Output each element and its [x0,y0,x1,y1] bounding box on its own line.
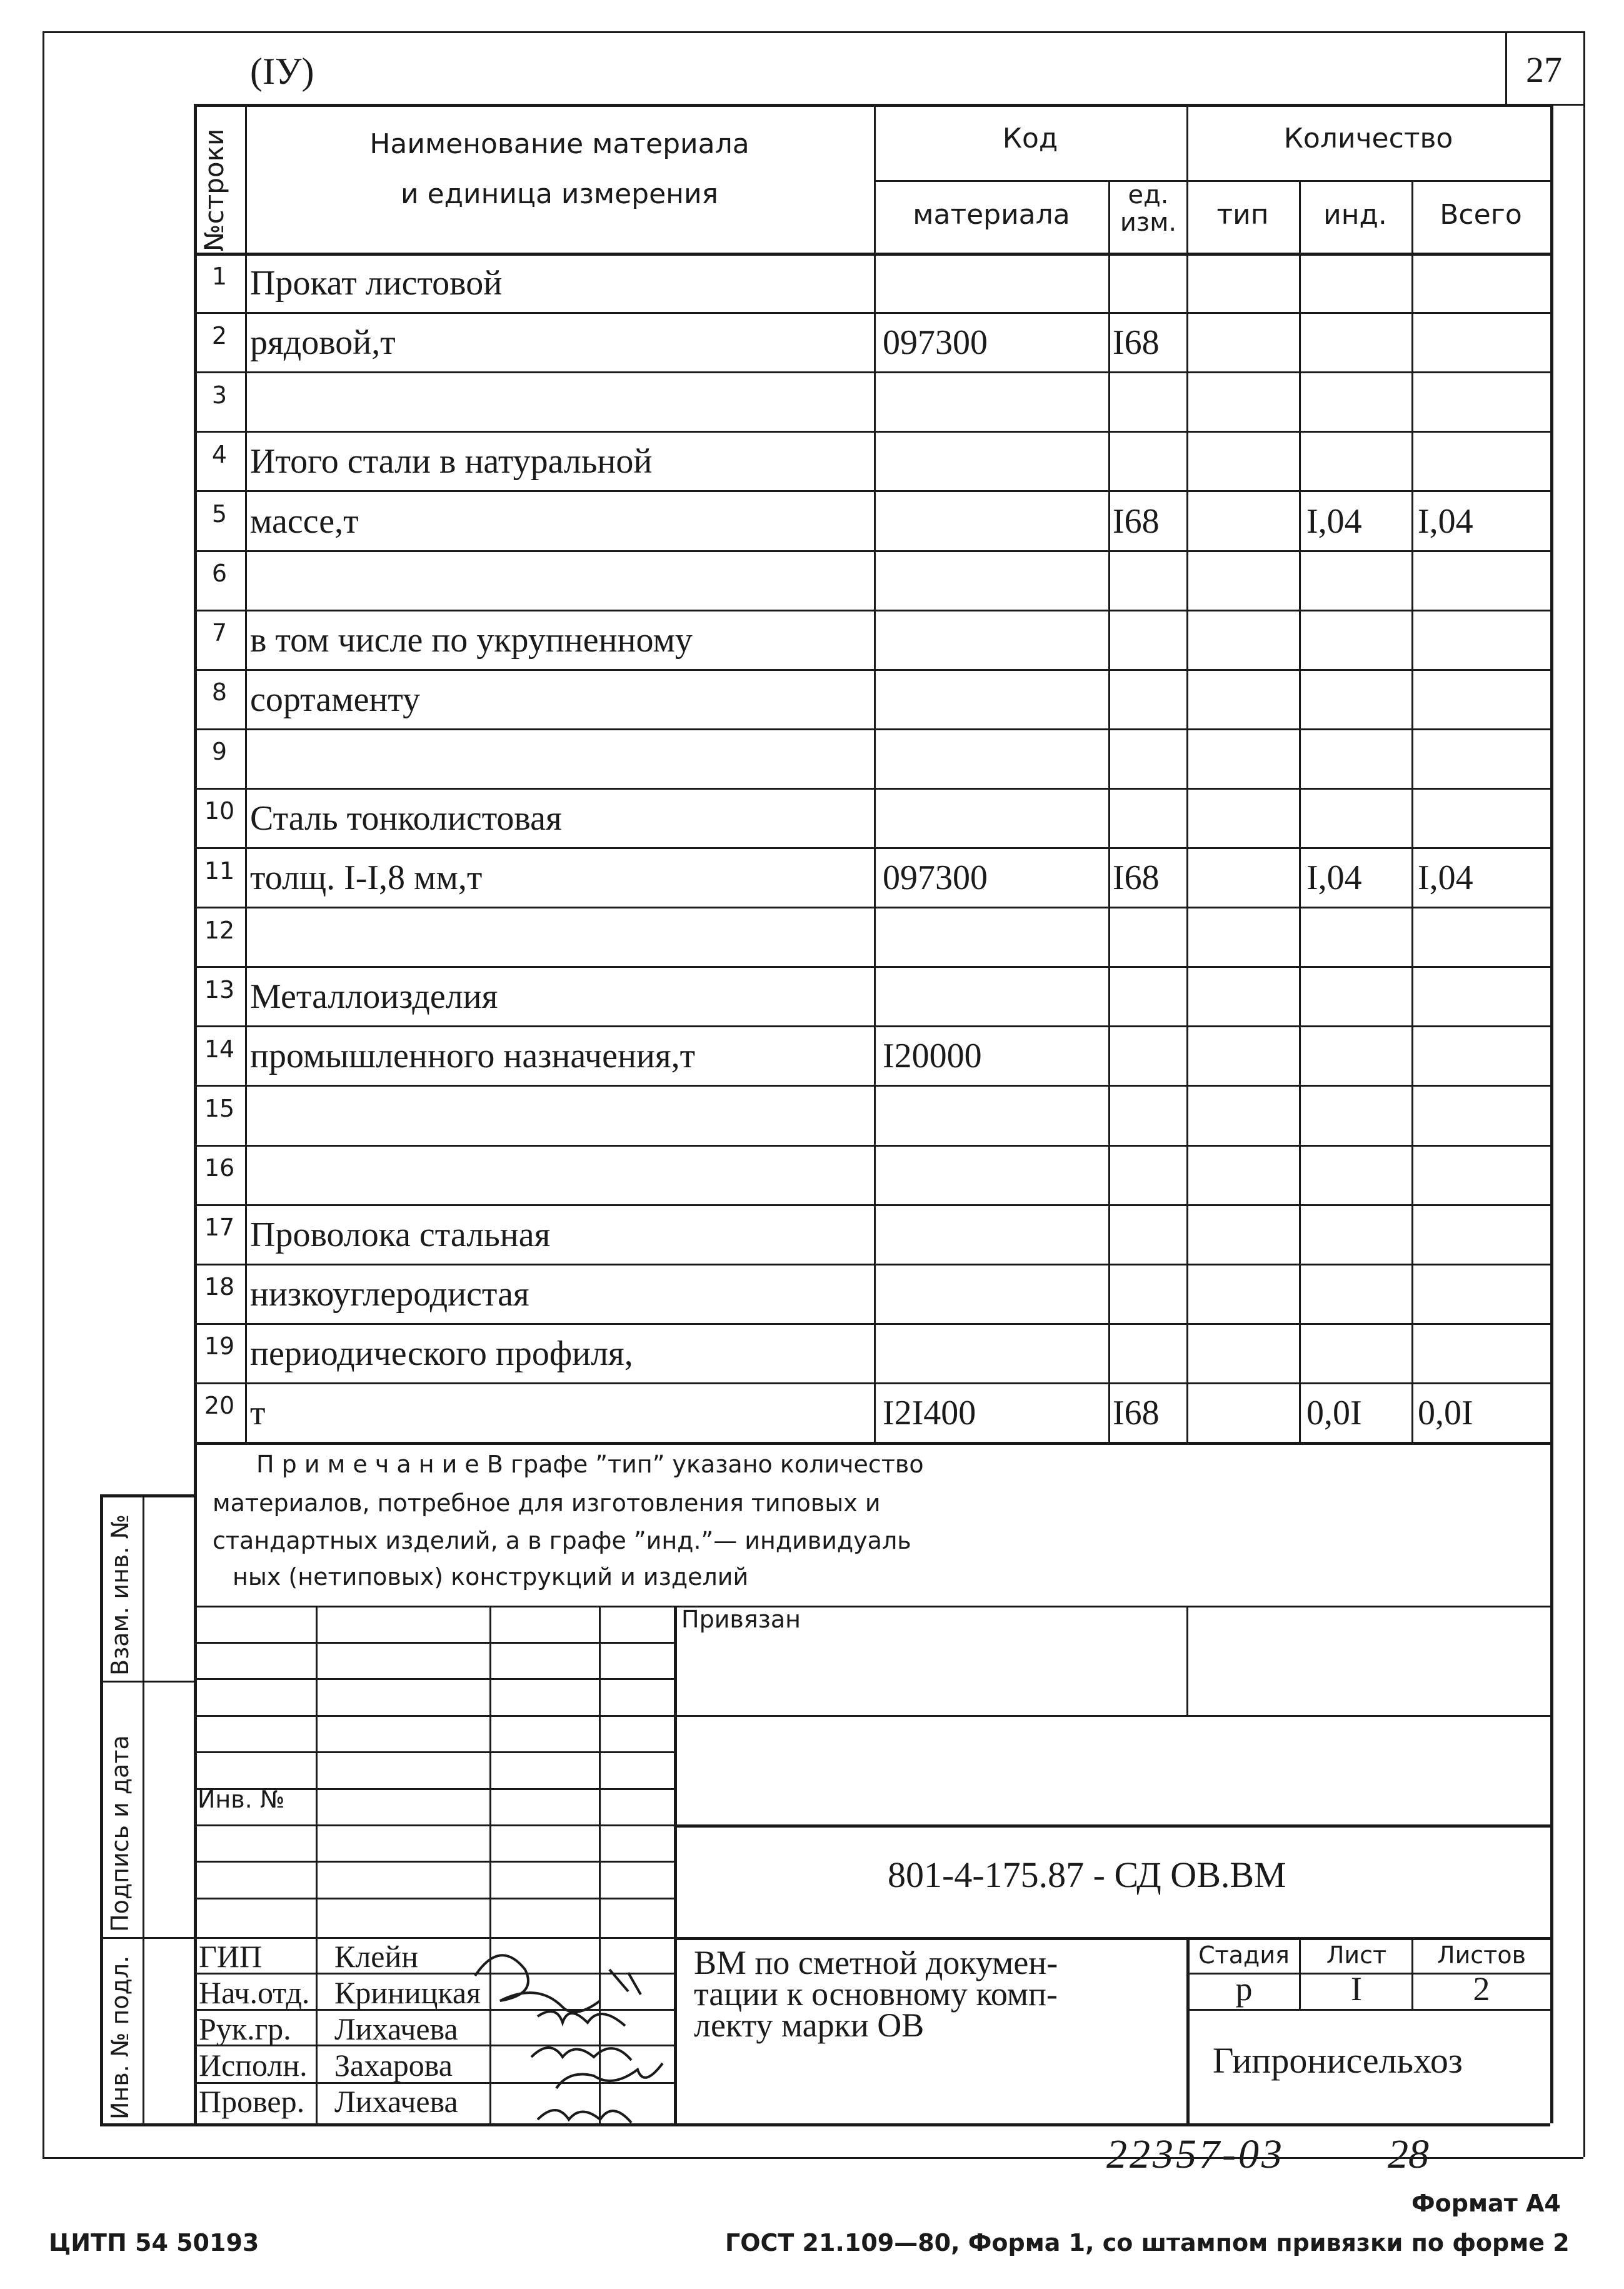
row-number: 2 [211,321,228,350]
signer-name: Захарова [334,2048,453,2083]
row-number: 20 [204,1392,235,1420]
row-cell-unit: I68 [1113,323,1160,363]
row-cell-ind: I,04 [1306,501,1362,541]
header-code-unit: ед. изм. [1120,181,1177,237]
stage-value: р [1235,1970,1253,2008]
signer-role: Нач.отд. [199,1975,310,2010]
row-cell-name: массе,т [250,501,359,541]
side-label-podpis: Подпись и дата [106,1735,134,1932]
stage-label: Стадия [1198,1941,1290,1969]
doc-code: 801-4-175.87 - СД ОВ.ВМ [888,1854,1286,1895]
row-cell-name: Проволока стальная [250,1215,551,1254]
row-cell-total: I,04 [1418,858,1473,898]
row-number: 18 [204,1273,235,1301]
row-number: 15 [204,1094,235,1122]
row-number: 19 [204,1332,235,1361]
side-label-inv-podl: Инв. № подл. [106,1955,134,2120]
sheets-value: 2 [1473,1970,1490,2008]
note-line2: материалов, потребное для изготовления типовых и [213,1489,881,1517]
signer-name: Клейн [334,1939,419,1974]
header-code: Код [1002,123,1058,154]
row-cell-total: 0,0I [1418,1394,1473,1432]
row-number: 5 [211,500,228,528]
row-cell-total: I,04 [1418,501,1473,541]
inv-no-label: Инв. № [198,1786,285,1813]
row-number: 16 [204,1154,235,1182]
header-row-no: №строки [199,128,229,251]
row-number: 11 [204,857,235,885]
side-label-vzam: Взам. инв. № [106,1514,134,1676]
row-cell-name: в том числе по укрупненному [250,620,693,660]
format-label: Формат А4 [1411,2190,1561,2217]
footer-right: ГОСТ 21.109—80, Форма 1, со штампом привязки по форме 2 [725,2229,1570,2256]
row-number: 9 [211,738,228,766]
header-qty-typ: тип [1216,199,1269,231]
row-cell-unit: I68 [1113,501,1160,541]
row-cell-ind: 0,0I [1306,1394,1362,1432]
archive-number: 22357-03 [1106,2131,1285,2177]
archive-page: 28 [1388,2131,1429,2177]
sheets-label: Листов [1437,1941,1526,1969]
header-qty-ind: инд. [1323,199,1387,231]
footer-left: ЦИТП 54 50193 [49,2229,259,2256]
row-number: 12 [204,916,235,944]
row-cell-ind: I,04 [1306,858,1362,898]
header-name-line2: и единица измерения [400,178,719,210]
row-cell-name: периодического профиля, [250,1334,633,1373]
sheet-value: I [1351,1970,1362,2008]
row-cell-name: сортаменту [250,680,421,719]
row-cell-name: промышленного назначения,т [250,1037,696,1076]
row-number: 8 [211,678,228,707]
header-qty: Количество [1283,123,1453,154]
row-cell-name: Прокат листовой [250,264,503,303]
row-number: 10 [204,797,235,825]
sheet-label-stamp: Лист [1326,1941,1387,1969]
row-number: 1 [211,262,228,290]
signer-role: Рук.гр. [199,2011,291,2046]
signer-name: Лихачева [334,2011,458,2046]
row-cell-name: низкоуглеродистая [250,1274,529,1314]
row-cell-code: I2I400 [883,1394,976,1432]
note-line1: П р и м е ч а н и е В графе ”тип” указано количество [256,1451,924,1478]
row-cell-unit: I68 [1113,1394,1160,1432]
note-line4: ных (нетиповых) конструкций и изделий [233,1563,749,1591]
signer-role: Исполн. [199,2048,308,2083]
row-number: 3 [211,381,228,409]
page-number: 27 [1526,49,1562,90]
row-number: 13 [204,975,235,1004]
signer-role: ГИП [199,1939,263,1974]
row-cell-name: рядовой,т [250,323,396,363]
header-code-material: материала [913,199,1070,231]
row-number: 7 [211,619,228,647]
org-name: Гипронисельхоз [1213,2040,1463,2081]
header-name-line1: Наименование материала [369,128,749,160]
row-number: 14 [204,1035,235,1063]
signer-name: Лихачева [334,2084,458,2119]
row-number: 17 [204,1214,235,1242]
row-cell-code: I20000 [883,1037,982,1076]
signer-name: Криницкая [334,1975,481,2010]
row-cell-name: т [250,1394,266,1432]
row-number: 6 [211,560,228,588]
note-line3: стандартных изделий, а в графе ”инд.”— индивидуаль [213,1527,911,1554]
sheet-label: (IУ) [250,51,314,92]
header-qty-total: Всего [1440,199,1522,231]
row-cell-code: 097300 [883,323,988,363]
title-line2: тации к основному комп- [694,1975,1058,2013]
row-cell-name: Металлоизделия [250,977,498,1017]
row-cell-code: 097300 [883,858,988,898]
row-cell-name: Сталь тонколистовая [250,799,562,838]
signer-role: Провер. [199,2084,305,2119]
title-line3: лекту марки ОВ [694,2006,925,2044]
row-cell-name: толщ. I-I,8 мм,т [250,858,483,898]
row-number: 4 [211,440,228,468]
privyazan-label: Привязан [681,1606,801,1633]
title-line1: ВМ по сметной докумен- [694,1944,1058,1981]
row-cell-unit: I68 [1113,858,1160,898]
row-cell-name: Итого стали в натуральной [250,442,653,481]
